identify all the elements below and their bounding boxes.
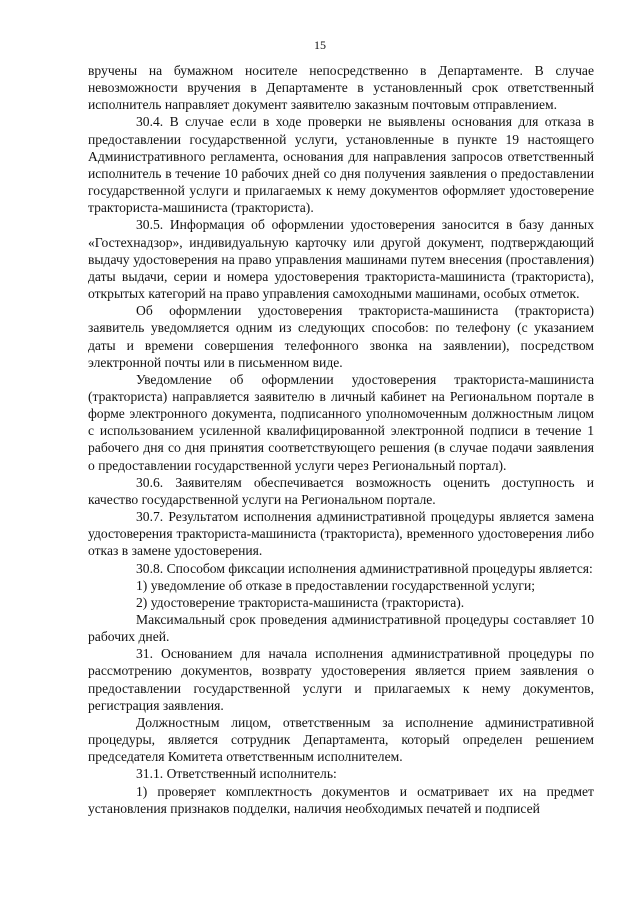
paragraph: 30.7. Результатом исполнения административной процедуры является замена удостоверения тракториста-машиниста (тракториста), временного удостоверения либо отказ в замене удостоверения. — [88, 509, 594, 559]
list-item: 2) удостоверение тракториста-машиниста (тракториста). — [136, 594, 465, 610]
paragraph: 31.1. Ответственный исполнитель: — [136, 766, 337, 782]
paragraph: 30.8. Способом фиксации исполнения административной процедуры является: — [136, 560, 593, 576]
list-item: 1) уведомление об отказе в предоставлении государственной услуги; — [136, 577, 536, 593]
paragraph: Уведомление об оформлении удостоверения тракториста-машиниста (тракториста) направляется заявителю в личный кабинет на Региональном портале в форме электронного документа, подписанного уполномоченным должностным лицом с использованием усиленной квалифицированной электронной подписи в течение 1 рабочего дня со дня принятия соответствующего решения (в случае подачи заявления о предоставлении государственной услуги через Региональный портал). — [88, 371, 594, 473]
paragraph: 30.4. В случае если в ходе проверки не выявлены основания для отказа в предоставлении государственной услуги, установленные в пункте 19 настоящего Административного регламента, основания для направления запросов ответственный исполнитель в течение 10 рабочих дней со дня получения заявления о предоставлении государственной услуги и прилагаемых к нему документов оформляет удостоверение тракториста-машиниста (тракториста). — [88, 114, 594, 216]
document-body — [88, 62, 594, 817]
paragraph: 31. Основанием для начала исполнения административной процедуры по рассмотрению документов, возврату удостоверения является прием заявления о предоставлении государственной услуги и прилагаемых к нему документов, регистрация заявления. — [88, 646, 594, 713]
paragraph: Должностным лицом, ответственным за исполнение административной процедуры, является сотрудник Департамента, который определен решением председателя Комитета ответственным исполнителем. — [88, 714, 594, 765]
list-item: 1) проверяет комплектность документов и осматривает их на предмет установления признаков подделки, наличия необходимых печатей и подписей — [88, 783, 594, 816]
paragraph: 30.6. Заявителям обеспечивается возможность оценить доступность и качество государственной услуги на Региональном портале. — [88, 474, 594, 507]
paragraph: Максимальный срок проведения административной процедуры составляет 10 рабочих дней. — [88, 612, 594, 645]
page-number: 15 — [314, 38, 326, 52]
paragraph: 30.5. Информация об оформлении удостоверения заносится в базу данных «Гостехнадзор», индивидуальную карточку или другой документ, подтверждающий выдачу удостоверения на право управления машинами путем внесения (проставления) даты выдачи, серии и номера удостоверения тракториста-машиниста (тракториста), открытых категорий на право управления самоходными машинами, особых отметок. — [88, 217, 594, 302]
paragraph: Об оформлении удостоверения тракториста-машиниста (тракториста) заявитель уведомляется одним из следующих способов: по телефону (с указанием даты и времени совершения телефонного звонка на заявлении), посредством электронной почты или в письменном виде. — [88, 303, 594, 370]
paragraph: вручены на бумажном носителе непосредственно в Департаменте. В случае невозможности вручения в Департаменте в установленный срок ответственный исполнитель направляет документ заявителю заказным почтовым отправлением. — [88, 63, 594, 113]
